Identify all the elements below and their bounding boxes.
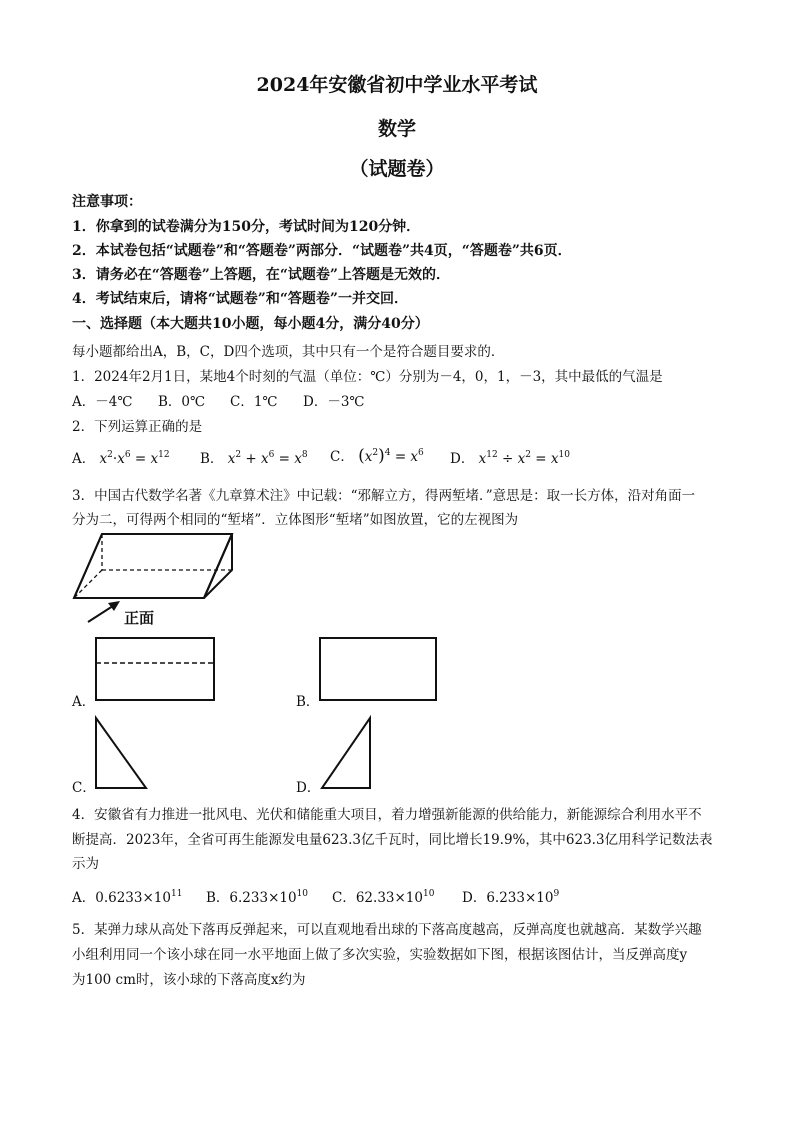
q3-stem-line1: 3．中国古代数学名著《九章算术注》中记载：“邪解立方，得两堑堵．”意思是：取一长方体，沿对角面一 xyxy=(72,488,696,504)
option-a-figure xyxy=(94,636,218,704)
math-expression: $(x^2)^4 = x^6$ xyxy=(358,446,424,466)
option-b-figure xyxy=(318,636,440,704)
note-item: 3．请务必在“答题卷”上答题，在“试题卷”上答题是无效的． xyxy=(72,267,450,283)
q3-option-d-label: D． xyxy=(296,780,321,796)
option-c-figure xyxy=(92,714,152,792)
q3-option-c-label: C． xyxy=(72,780,96,796)
hidden-edge xyxy=(74,570,102,598)
q2-option-b xyxy=(200,447,308,467)
q5-stem-line2: 小组利用同一个该小球在同一水平地面上做了多次实验，实验数据如下图，根据该图估计，当反弹高度y xyxy=(72,947,688,963)
notes-heading: 注意事项： xyxy=(72,194,142,210)
note-item: 4．考试结束后，请将“试题卷”和“答题卷”一并交回． xyxy=(72,291,408,307)
q3-stem-line2: 分为二，可得两个相同的“堑堵”．立体图形“堑堵”如图放置，它的左视图为 xyxy=(72,512,519,528)
option-label: C． xyxy=(330,449,354,465)
q2-option-a xyxy=(72,447,170,467)
exam-title: 2024年安徽省初中学业水平考试 xyxy=(256,74,538,96)
q2-stem: 2．下列运算正确的是 xyxy=(72,419,203,435)
q1-option-a: A．－4℃ xyxy=(72,394,133,410)
q4-option-c: C．$62.33\times 10^{10}$ xyxy=(332,889,435,906)
q5-stem-line3: 为100 cm时，该小球的下落高度x约为 xyxy=(72,972,306,988)
option-d-figure xyxy=(318,714,378,792)
q2-option-c xyxy=(330,445,424,466)
math-expression: $x^2\cdot x^6 = x^{12}$ xyxy=(99,450,170,467)
q1-option-c: C．1℃ xyxy=(230,394,278,410)
q2-option-d xyxy=(450,447,570,467)
note-item: 1．你拿到的试卷满分为150分，考试时间为120分钟． xyxy=(72,219,421,235)
math-expression: $x^{12} \div x^2 = x^{10}$ xyxy=(478,450,570,467)
section-heading: 一、选择题（本大题共10小题，每小题4分，满分40分） xyxy=(72,316,429,332)
note-item: 2．本试卷包括“试题卷”和“答题卷”两部分．“试题卷”共4页，“答题卷”共6页． xyxy=(72,243,572,259)
q4-stem-line1: 4．安徽省有力推进一批风电、光伏和储能重大项目，着力增强新能源的供给能力，新能源综合利用水平不 xyxy=(72,807,702,823)
front-arrow xyxy=(88,601,120,622)
q1-option-b: B．0℃ xyxy=(158,394,206,410)
q4-option-a: A．$0.6233\times 10^{11}$ xyxy=(72,889,183,906)
paper-type: （试题卷） xyxy=(349,158,445,180)
q4-option-d: D．$6.233\times 10^9$ xyxy=(462,889,560,906)
prism-right-face xyxy=(204,534,232,598)
q4-stem-line3: 示为 xyxy=(72,856,99,872)
option-label: D． xyxy=(450,451,475,467)
q4-stem-line2: 断提高．2023年，全省可再生能源发电量623.3亿千瓦时，同比增长19.9%，其中623.3亿用科学记数法表 xyxy=(72,832,713,848)
subject-title: 数学 xyxy=(377,118,416,140)
q1-option-d: D．－3℃ xyxy=(303,394,365,410)
section-intro: 每小题都给出A，B，C，D四个选项，其中只有一个是符合题目要求的． xyxy=(72,344,505,360)
q1-stem: 1．2024年2月1日，某地4个时刻的气温（单位：℃）分别为－4，0，1，－3，其中最低的气温是 xyxy=(72,369,663,385)
option-label: A． xyxy=(72,451,96,467)
q3-option-a-label: A． xyxy=(72,694,96,710)
q4-option-b: B．$6.233\times 10^{10}$ xyxy=(206,889,309,906)
q3-option-b-label: B． xyxy=(296,694,320,710)
q5-stem-line1: 5．某弹力球从高处下落再反弹起来，可以直观地看出球的下落高度越高，反弹高度也就越高．某数学兴趣 xyxy=(72,922,702,938)
front-label: 正面 xyxy=(124,609,155,627)
option-label: B． xyxy=(200,451,224,467)
math-expression: $x^2 + x^6 = x^8$ xyxy=(227,450,308,467)
